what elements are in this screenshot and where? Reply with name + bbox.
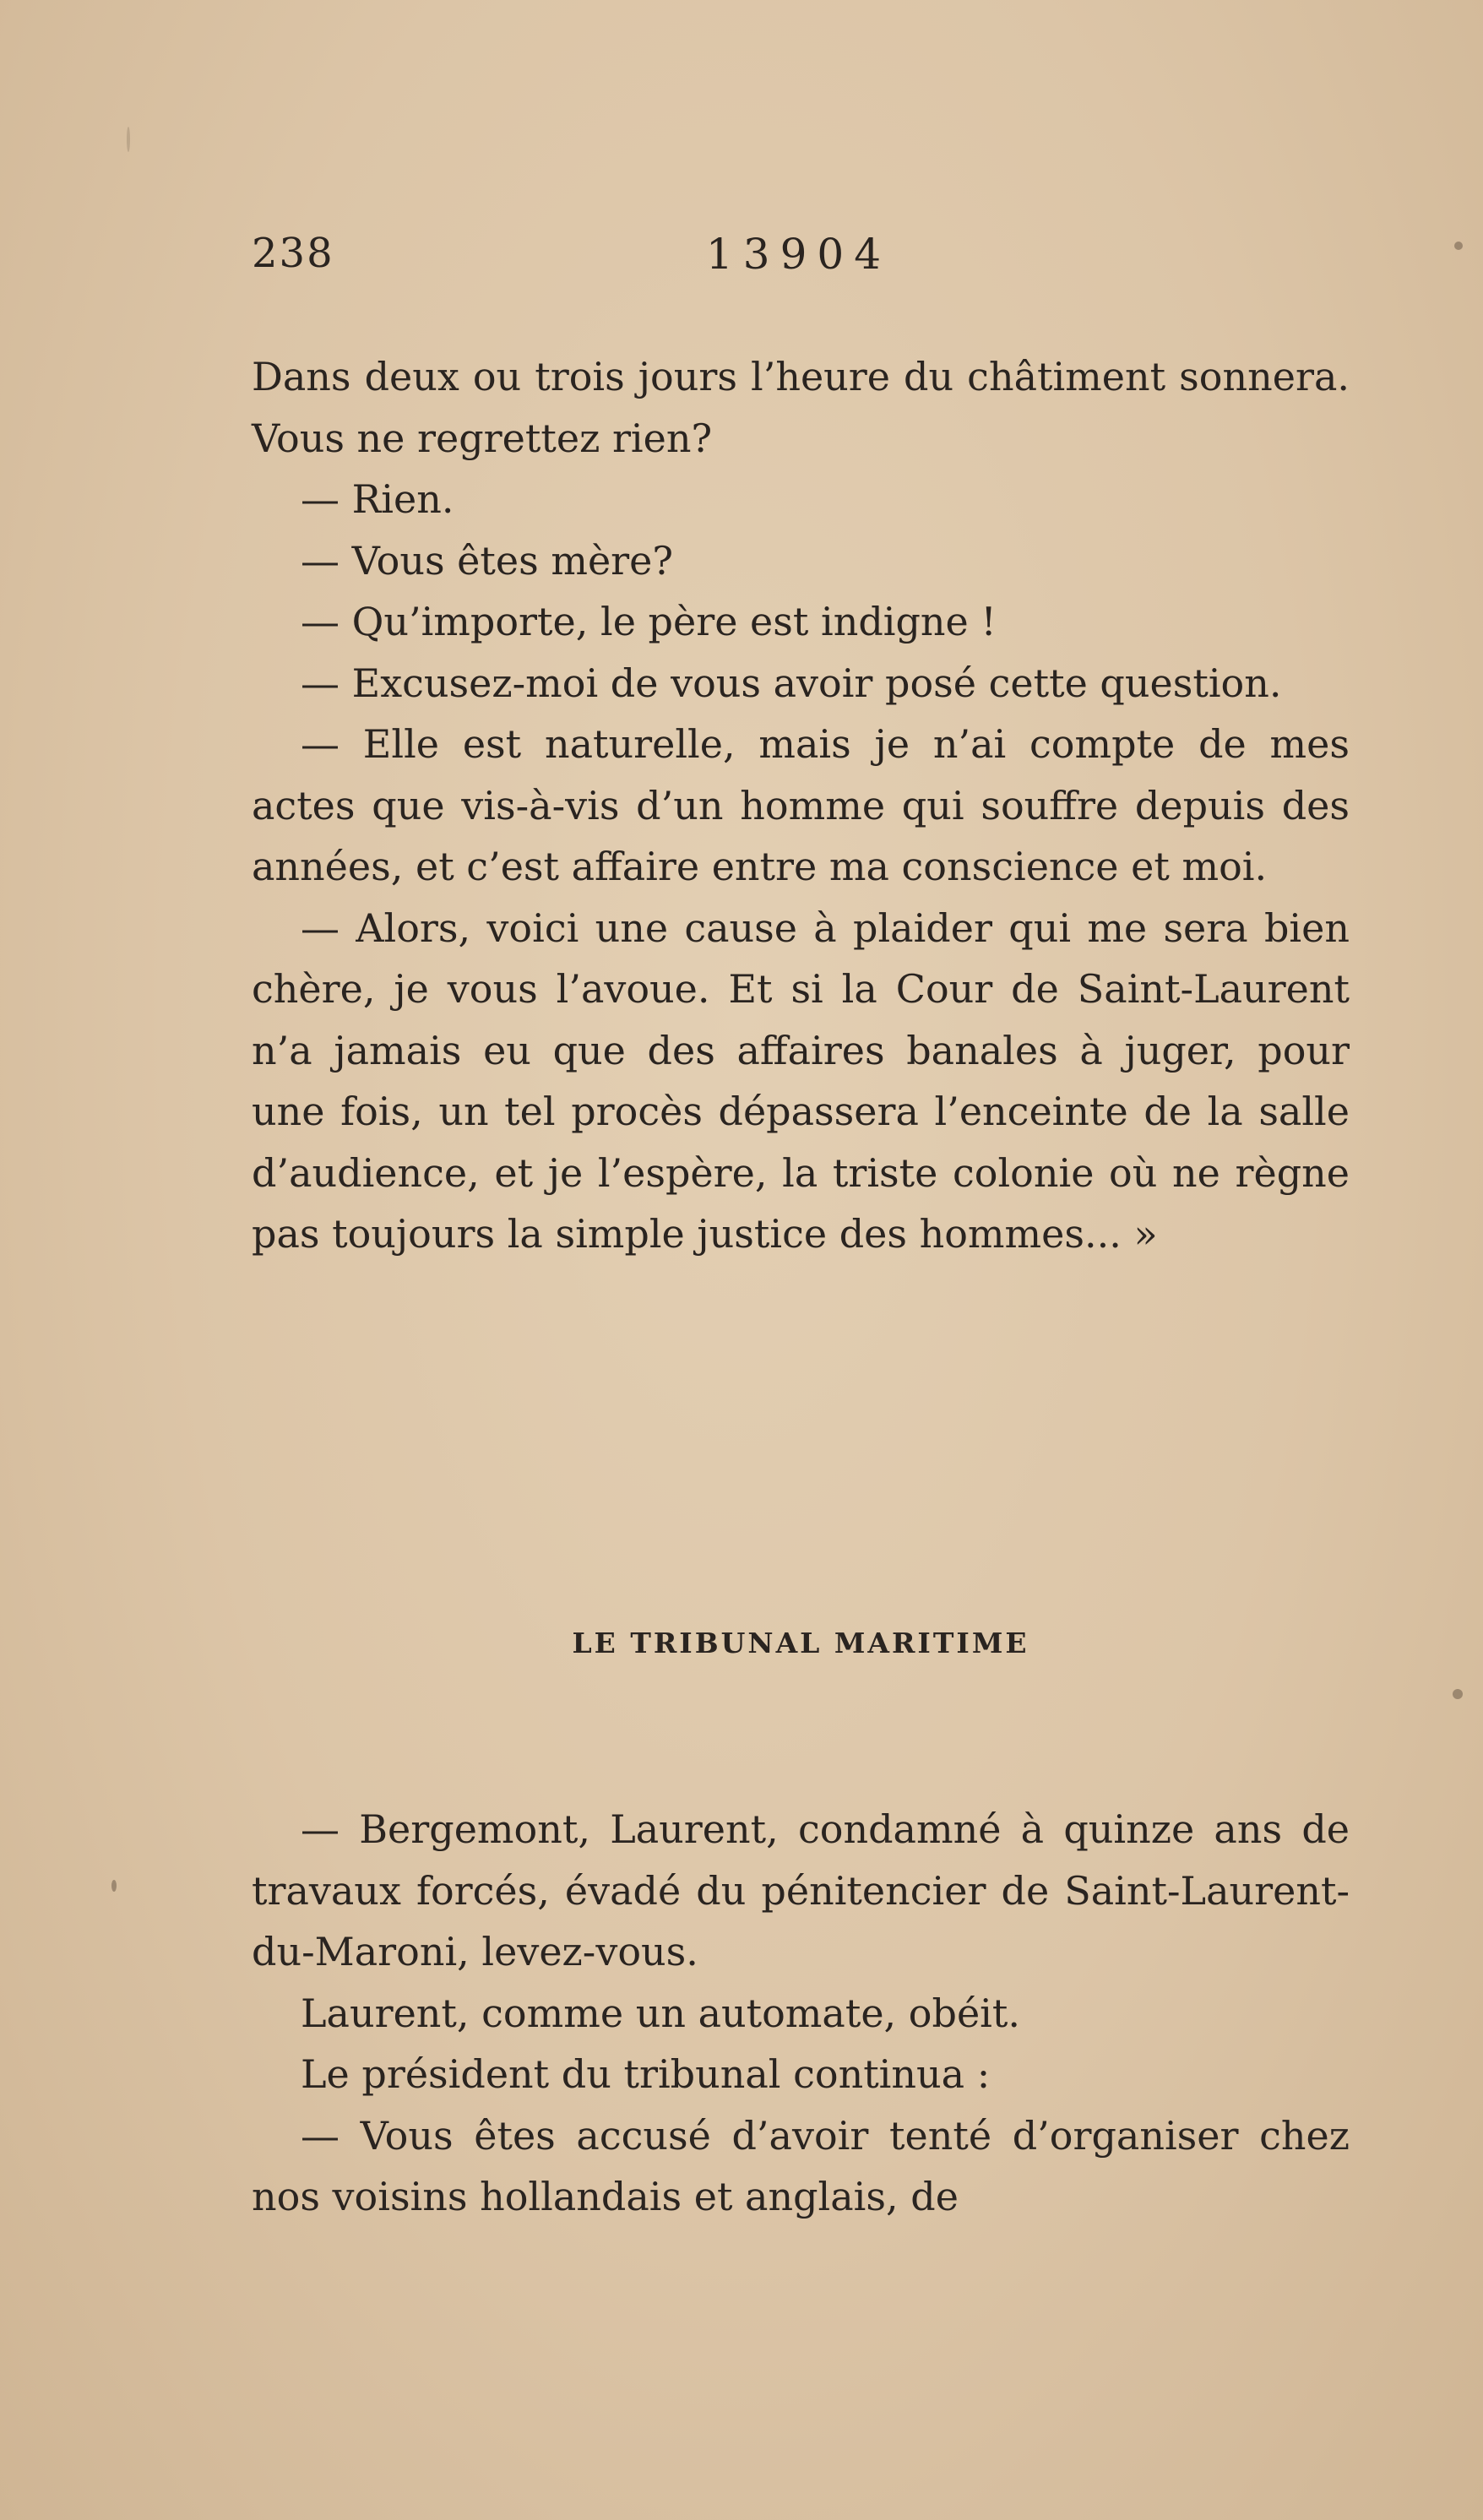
running-title: 13904	[706, 230, 892, 279]
paper-speck	[1454, 242, 1463, 250]
paragraph: — Rien.	[301, 476, 454, 522]
paper-speck	[111, 1880, 117, 1892]
paper-speck	[1453, 1689, 1463, 1699]
paragraph: — Excusez-moi de vous avoir posé cette question.	[301, 660, 1282, 706]
page-number: 238	[252, 230, 334, 277]
paper-speck	[127, 127, 130, 152]
body-text-after-heading	[252, 1799, 1350, 2228]
section-heading: LE TRIBUNAL MARITIME	[572, 1627, 1029, 1659]
paragraph: — Alors, voici une cause à plaider qui me sera bien chère, je vous l’avoue. Et si la Cour de Saint-Laurent n’a jamais eu que des affaires banales à juger, pour une fois, un tel procès dépassera l’enceinte de la salle d’audience, et je l’espère, la triste colonie où ne règne pas toujours la simple justice des hommes... »	[252, 904, 1350, 1257]
paragraph: Dans deux ou trois jours l’heure du châtiment sonnera. Vous ne regrettez rien?	[252, 354, 1350, 461]
paragraph: — Vous êtes accusé d’avoir tenté d’organiser chez nos voisins hollandais et anglais, de	[252, 2112, 1350, 2219]
paragraph: Le président du tribunal continua :	[301, 2051, 991, 2097]
paragraph: — Qu’importe, le père est indigne !	[301, 599, 997, 644]
paragraph: — Elle est naturelle, mais je n’ai compte de mes actes que vis-à-vis d’un homme qui souffre depuis des années, et c’est affaire entre ma conscience et moi.	[252, 721, 1350, 889]
body-text-before-heading	[252, 346, 1350, 1265]
paragraph: Laurent, comme un automate, obéit.	[301, 1990, 1020, 2036]
page-header	[252, 230, 1350, 289]
paragraph: — Bergemont, Laurent, condamné à quinze ans de travaux forcés, évadé du pénitencier de Saint-Laurent-du-Maroni, levez-vous.	[252, 1806, 1350, 1974]
paragraph: — Vous êtes mère?	[301, 537, 674, 584]
